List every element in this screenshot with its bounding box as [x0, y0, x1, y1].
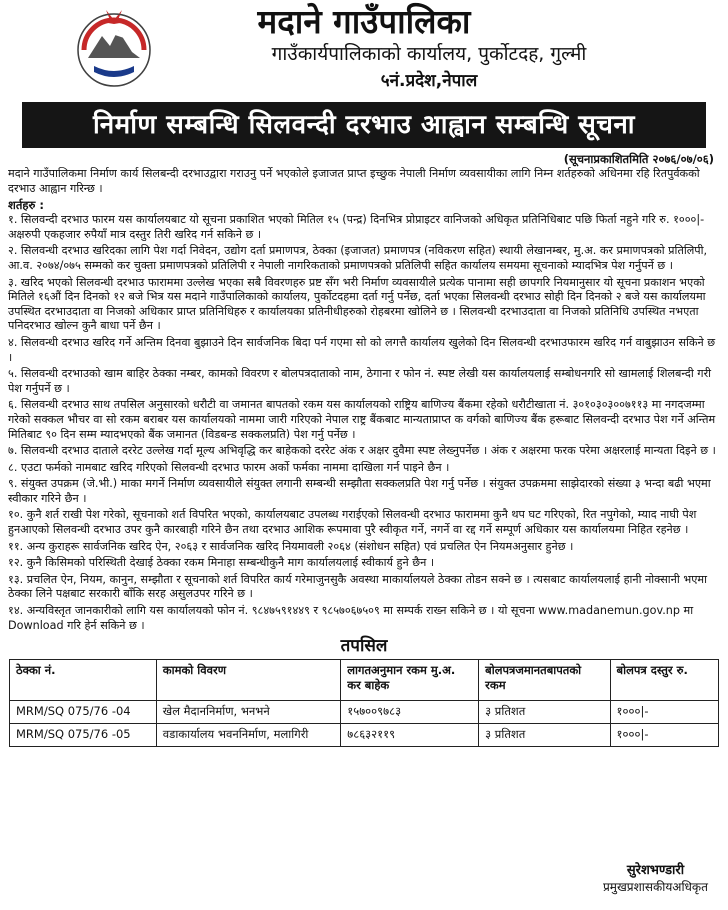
- column-header: ठेक्का नं.: [10, 660, 157, 701]
- term-item: २. सिलवन्धी दरभाउ खरिदका लागि पेश गर्दा निवेदन, उद्योग दर्ता प्रमाणपत्र, ठेक्का (इजाजत) प्रमाणपत्र (नविकरण सहित) स्थायी लेखानम्बर, मु.अ. कर प्रमाणपत्रको प्रतिलिपी, आ.व. २०७४/०७५ सम्मको कर चुक्ता प्रमाणपत्रको प्रतिलिपी र नेपाली नागरिकताको प्रमाणपत्रको प्रतिलिपी सहित कार्यालय समयमा सूचनाको म्यादभित्र पेश गर्नुपर्ने छ ।: [8, 244, 708, 272]
- schedule-title: तपसिल: [340, 636, 388, 657]
- publish-date: (सूचनाप्रकाशितमिति २०७६/०७/०६): [563, 152, 714, 166]
- column-header: कामको विवरण: [156, 660, 340, 701]
- terms-heading: शर्तहरु :: [8, 198, 44, 213]
- work-description: वडाकार्यालय भवननिर्माण, मलागिरी: [156, 724, 340, 747]
- municipality-name: मदाने गाउँपालिका: [257, 2, 471, 41]
- letterhead: [8, 0, 720, 100]
- cost-estimate: १५७००९७८३: [341, 701, 479, 724]
- contract-table: [9, 659, 719, 747]
- term-item: ८. एउटा फर्मको नामबाट खरिद गरिएको सिलवन्धी दरभाउ फारम अर्को फर्मका नाममा दाखिला गर्न पाइने छैन ।: [8, 460, 450, 474]
- bid-fee: १०००|-: [610, 701, 718, 724]
- term-item: ५. सिलवन्धी दरभाउको खाम बाहिर ठेक्का नम्बर, कामको विवरण र बोलपत्रदाताको नाम, ठेगाना र फोन नं. स्पष्ट लेखी यस कार्यालयलाई सम्बोधनगरि सो खामलाई शिलबन्दी गरी पेश गर्नुपर्ने छ ।: [8, 367, 712, 395]
- table-row: [10, 724, 719, 747]
- column-header: बोलपत्रजमानतबापतको रकम: [479, 660, 610, 701]
- province-line: ५नं.प्रदेश,नेपाल: [380, 71, 478, 91]
- signatory-title: प्रमुखप्रशासकीयअधिकृत: [602, 880, 708, 894]
- contract-number: MRM/SQ 075/76 -05: [10, 724, 157, 747]
- column-header: बोलपत्र दस्तुर रु.: [610, 660, 718, 701]
- table-row: [10, 701, 719, 724]
- bid-security: ३ प्रतिशत: [479, 724, 610, 747]
- contract-number: MRM/SQ 075/76 -04: [10, 701, 157, 724]
- signature-block: [603, 862, 708, 896]
- term-item: ९. संयुक्त उपक्रम (जे.भी.) माका मगर्ने निर्माण व्यवसायीले संयुक्त लगानी सम्बन्धी सम्झौता सक्कलप्रति पेश गर्नु पर्नेछ । संयुक्त उपक्रममा साझेदारको संख्या ३ भन्दा बढी भएमा स्वीकार गरिने छैन ।: [8, 477, 711, 505]
- signatory-name: सुरेशभण्डारी: [626, 863, 685, 878]
- terms-list: [8, 213, 720, 633]
- term-item: ७. सिलवन्धी दरभाउ दाताले दररेट उल्लेख गर्दा मूल्य अभिवृद्धि कर बाहेकको दररेट अंक र अक्षर दुवैमा स्पष्ट लेख्नुपर्नेछ । अंक र अक्षरमा फरक परेमा अक्षरलाई मान्यता दिइने छ ।: [8, 444, 716, 458]
- term-item: १. सिलवन्दी दरभाउ फारम यस कार्यालयबाट यो सूचना प्रकाशित भएको मितिल १५ (पन्द्र) दिनभित्र प्रोप्राइटर वानिजको अधिकृत प्रतिनिधिबाट पछि फिर्ता नहुने गरि रु. १०००|- अक्षरुपी एकहजार रुपैयाँ मात्र दस्तुर तिरी खरिद गर्न सकिने छ ।: [8, 213, 705, 241]
- term-item: १२. कुनै किसिमको परिस्थिती देखाई ठेक्का रकम मिनाहा सम्बन्धीकुनै माग कार्यालयलाई स्वीकार्य हुने छैन ।: [8, 556, 435, 570]
- bid-fee: १०००|-: [610, 724, 718, 747]
- column-header: लागतअनुमान रकम मु.अ. कर बाहेक: [341, 660, 479, 701]
- term-item: ४. सिलवन्धी दरभाउ खरिद गर्ने अन्तिम दिनवा बुझाउने दिन सार्वजनिक बिदा पर्न गएमा सो को लगत्तै कार्यालय खुलेको दिन सिलवन्धी दरभाउफारम खरिद गर्न वाबुझाउन सकिने छ ।: [8, 335, 716, 364]
- office-address: गाउँकार्यपालिकाको कार्यालय, पुर्कोटदह, गुल्मी: [271, 43, 587, 65]
- intro-paragraph: मदाने गाउँपालिकमा निर्माण कार्य सिलबन्दी दरभाउद्वारा गराउनु पर्ने भएकोले इजाजत प्राप्त इच्छुक नेपाली निर्माण व्यवसायीका लागि निम्न शर्तहरुको अधिनमा रहि रितपुर्वकको दरभाउ आह्वान गरिन्छ ।: [8, 167, 700, 195]
- term-item: १४. अन्यविस्तृत जानकारीको लागि यस कार्यालयको फोन नं. ९८४७५९१४४९ र ९८५७०६७५०९ मा सम्पर्क राख्न सकिने छ । यो सूचना www.madanemun.gov.np मा Download गरि हेर्न सकिने छ ।: [8, 604, 694, 632]
- term-item: १०. कुनै शर्त राखी पेश गरेको, सूचनाको शर्त विपरित भएको, कार्यालयबाट उपलब्ध गराईएको सिलवन्धी दरभाउ फाराममा कुनै थप घट गरिएको, रित नपुगेको, म्याद नाघी पेश हुनआएको सिलवन्धी दरभाउ उपर कुनै कारबाही गरिने छैन तथा दरभाउ आशिक रूपमावा पुरै स्वीकृत गर्ने, नगर्ने वा रद्द गर्ने सम्पूर्ण अधिकार यस कार्यालयमा निहित रहनेछ ।: [8, 508, 697, 537]
- cost-estimate: ७८६३२११९: [341, 724, 479, 747]
- term-item: ३. खरिद भएको सिलवन्धी दरभाउ फाराममा उल्लेख भएका सबै विवरणहरु प्रष्ट सँग भरी निर्माण व्यवसायीले प्रत्येक पानामा सही छापगरि नियमानुसार यो सूचना प्रकाशन भएको मितिले १६औं दिन दिनको १२ बजे भित्र यस मदाने गाउँपालिकाको कार्यालय, पुर्कोटदहमा दर्ता गर्नु पर्नेछ, दर्ता भएका सिलवन्धी दरभाउ सोही दिन दिनको २ बजे यस कार्यालयमा उपस्थित दरभाउदाता वा निजको अधिकार प्राप्त प्रतिनिधिहरु र कार्यालयका प्रतिनीधीहरुको रोहबरमा खोलिने छ । सिलवन्धी दरभाउदाता वा निजको प्रतिनिधि उपस्थित नभएता पनिदरभाउ खोल्न कुनै बाधा पर्ने छैन ।: [8, 275, 706, 333]
- table-header-row: [10, 660, 719, 701]
- term-item: ११. अन्य कुराहरू सार्वजनिक खरिद ऐन, २०६३ र सार्वजनिक खरिद नियमावली २०६४ (संशोधन सहित) एवं प्रचलित ऐन नियमअनुसार हुनेछ ।: [8, 539, 574, 553]
- notice-title: निर्माण सम्बन्धि सिलवन्दी दरभाउ आह्वान सम्बन्धि सूचना: [22, 102, 706, 148]
- bid-security: ३ प्रतिशत: [479, 701, 610, 724]
- term-item: १३. प्रचलित ऐन, नियम, कानुन, सम्झौता र सूचनाको शर्त विपरित कार्य गरेमाजुनसुकै अवस्था माकार्यालयले ठेक्का तोडन सक्ने छ । त्यसबाट कार्यालयलाई हानी नोक्सानी भएमा ठेक्का लिने पक्षबाट सरकारी बाँकि सरह असुलउपर गरिने छ ।: [8, 572, 707, 601]
- term-item: ६. सिलवन्धी दरभाउ साथ तपसिल अनुसारको धरौटी वा जमानत बापतको रकम यस कार्यालयको राष्ट्रिय बाणिज्य बैंकमा रहेको धरौटीखाता नं. ३०१०३०३००७११३ मा नगदजम्मा गरेको सक्कल भौचर वा सो रकम बराबर यस कार्यालयको नाममा जारी गरिएको नेपाल राष्ट्र बैंकबाट मान्यताप्राप्त क वर्गको बाणिज्य बैंक हरूबाट सिलवन्दी दरभाउ पेश गर्ने अन्तिम मितिबाट ९० दिन सम्म म्यादभएको बैंक जमानत (विडबन्ड सक्कलप्रति) पेश गर्नु पर्नेछ ।: [8, 398, 716, 441]
- work-description: खेल मैदाननिर्माण, भनभने: [156, 701, 340, 724]
